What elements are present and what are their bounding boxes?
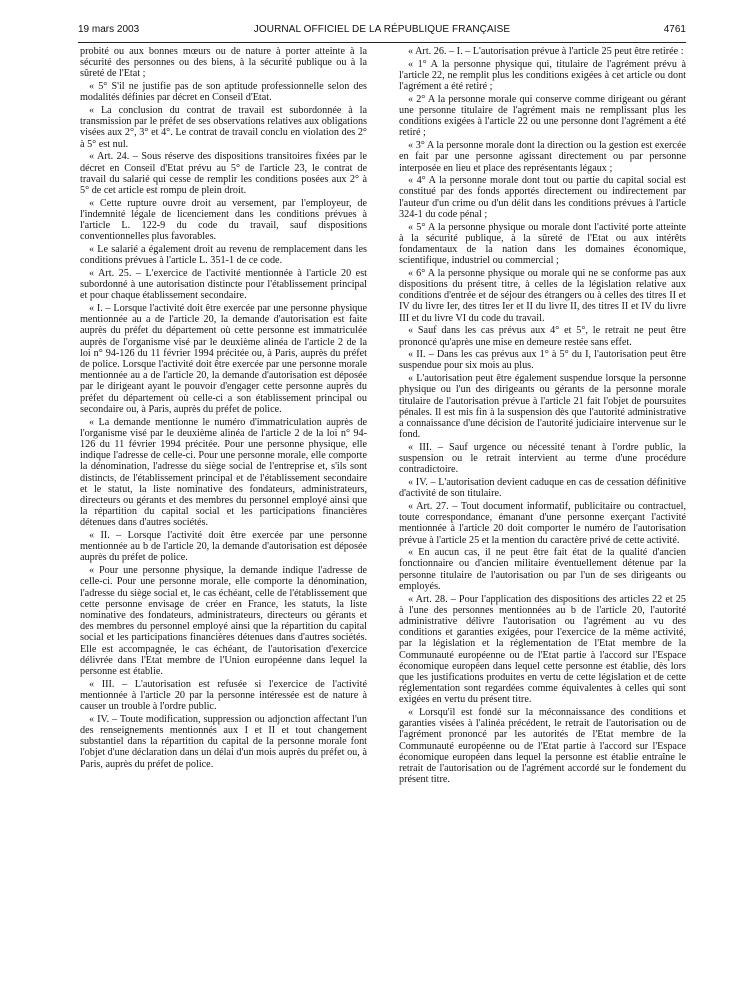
header-title: JOURNAL OFFICIEL DE LA RÉPUBLIQUE FRANÇAISE [253,24,511,35]
paragraph: « Cette rupture ouvre droit au versement, par l'employeur, de l'indemnité légale de licenciement dans les conditions prévues à l'article L. 122-9 du code du travail, sauf dispositions conventionnelles plus favorables. [80,197,367,243]
paragraph: « 5° A la personne physique ou morale dont l'activité porte atteinte à la sécurité publique, à la sûreté de l'Etat ou aux intérêts fondamentaux de la nation dans les domaines économique, scientifique, industriel ou commercial ; [399,221,686,267]
paragraph: « En aucun cas, il ne peut être fait état de la qualité d'ancien fonctionnaire ou d'ancien militaire éventuellement détenue par la personne titulaire de l'autorisation ou par l'un de ses dirigeants ou employés. [399,547,686,592]
paragraph: « La demande mentionne le numéro d'immatriculation auprès de l'organisme visé par le deuxième alinéa de l'article 2 de la loi n° 94-126 du 11 février 1994 précitée. Pour une personne physique, elle indique l'adresse de celle-ci. Pour une personne morale, elle comporte la dénomination, l'adresse du siège social de l'entreprise et, s'ils sont distincts, de l'établissement principal et de l'établissement secondaire et le statut, la liste nominative des fondateurs, administrateurs, directeurs ou gérants et des membres du personnel employé ainsi que la répartition du capital social et les participations financières détenues dans d'autres sociétés. [80,416,367,529]
paragraph: « Art. 28. – Pour l'application des dispositions des articles 22 et 25 à l'une des personnes mentionnées au b de l'article 20, l'autorité administrative délivre l'autorisation ou l'agrément au vu des conditions et garanties exigées, pour l'exercice de la même activité, par la législation et la réglementation de l'Etat membre de la Communauté européenne ou de l'Etat partie à l'accord sur l'Espace économique européen dans lequel cette personne est établie, dès lors que les justifications produites en vertu de cette législation et de cette réglementation sont regardées comme équivalentes à celles qui sont exigées en vertu du présent titre. [399,593,686,706]
paragraph: « 5° S'il ne justifie pas de son aptitude professionnelle selon des modalités définies par décret en Conseil d'Etat. [80,81,367,104]
paragraph: « La conclusion du contrat de travail est subordonnée à la transmission par le préfet de ses observations relatives aux obligations visées aux 2°, 3° et 4°. Le contrat de travail conclu en violation des 2° à 5° est nul. [80,105,367,150]
paragraph: « L'autorisation peut être également suspendue lorsque la personne physique ou l'un des dirigeants ou gérants de la personne morale titulaire de l'autorisation prévue à l'article 21 fait l'objet de poursuites pénales. Il est mis fin à la suspension dès que l'autorité administrative a connaissance d'une décision de l'autorité judiciaire intervenue sur le fond. [399,373,686,441]
paragraph: « 1° A la personne physique qui, titulaire de l'agrément prévu à l'article 22, ne remplit plus les conditions exigées à cet article ou dont l'agrément a été retiré ; [399,58,686,93]
paragraph: « Art. 27. – Tout document informatif, publicitaire ou contractuel, toute correspondance, émanant d'une personne exerçant l'activité mentionnée à l'article 20 doit comporter le numéro de l'autorisation prévue à l'article 25 et la mention du caractère privé de cette activité. [399,500,686,546]
paragraph: « Pour une personne physique, la demande indique l'adresse de celle-ci. Pour une personne morale, elle comporte la dénomination, l'adresse du siège social et, le cas échéant, celle de l'établissement que cette personne envisage de créer en France, les statuts, la liste nominative des fondateurs, administrateurs, directeurs ou gérants et des membres du personnel employé ainsi que la répartition du capital social et les participations financières détenues dans d'autres sociétés. Elle est accompagnée, le cas échéant, de l'autorisation d'exercice délivrée dans l'Etat membre de l'Union européenne dans lequel la personne est établie. [80,565,367,677]
paragraph: « IV. – Toute modification, suppression ou adjonction affectant l'un des renseignements mentionnés aux I et II et tout changement substantiel dans la répartition du capital de la personne morale font l'objet d'une déclaration dans un délai d'un mois auprès du préfet ou, à Paris, auprès du préfet de police. [80,713,367,770]
paragraph: « II. – Lorsque l'activité doit être exercée par une personne mentionnée au b de l'article 20, la demande d'autorisation est déposée auprès du préfet de police. [80,530,367,564]
header-page-number: 4761 [663,24,686,35]
header-date: 19 mars 2003 [78,24,140,35]
paragraph: « 2° A la personne morale qui conserve comme dirigeant ou gérant une personne titulaire de l'agrément mais ne remplissant plus les conditions exigées à l'article 22 ou une personne dont l'agrément a été retiré ; [399,93,686,139]
paragraph: « II. – Dans les cas prévus aux 1° à 5° du I, l'autorisation peut être suspendue pour six mois au plus. [399,349,686,372]
paragraph: « Art. 26. – I. – L'autorisation prévue à l'article 25 peut être retirée : [408,46,684,57]
paragraph: « Lorsqu'il est fondé sur la méconnaissance des conditions et garanties visées à l'alinéa précédent, le retrait de l'autorisation ou de l'agrément prononcé par les autorités de l'Etat membre de la Communauté européenne ou de l'Etat partie à l'accord sur l'Espace économique européen dans lequel la personne est établie entraîne le retrait de l'autorisation ou de l'agrément accordé sur le fondement du présent titre. [399,707,686,786]
paragraph: probité ou aux bonnes mœurs ou de nature à porter atteinte à la sécurité des personnes ou des biens, à la sécurité publique ou à la sûreté de l'Etat ; [80,46,367,80]
paragraph: « I. – Lorsque l'activité doit être exercée par une personne physique mentionnée au a de l'article 20, la demande d'autorisation est faite auprès du préfet du département où cette personne est immatriculée auprès de l'organisme visé par le deuxième alinéa de l'article 2 de la loi n° 94-126 du 11 février 1994 précitée ou, à Paris, auprès du préfet de police. Lorsque l'activité doit être exercée par une personne morale mentionnée au a de l'article 20, la demande d'autorisation est déposée par le dirigeant ayant le pouvoir d'engager cette personne auprès du préfet du département où celle-ci a son établissement principal ou secondaire ou, à Paris, auprès du préfet de police. [80,302,367,415]
paragraph: « Art. 25. – L'exercice de l'activité mentionnée à l'article 20 est subordonné à une autorisation distincte pour l'établissement principal et pour chaque établissement secondaire. [80,267,367,302]
paragraph: « Sauf dans les cas prévus aux 4° et 5°, le retrait ne peut être prononcé qu'après une mise en demeure restée sans effet. [399,325,686,348]
page-header [78,24,686,40]
paragraph: « IV. – L'autorisation devient caduque en cas de cessation définitive d'activité de son titulaire. [399,477,686,500]
paragraph: « Art. 24. – Sous réserve des dispositions transitoires fixées par le décret en Conseil d'Etat prévu au 5° de l'article 23, le contrat de travail du salarié qui cesse de remplir les conditions posées aux 2° à 5° de cet article est rompu de plein droit. [80,151,367,196]
paragraph: « 3° A la personne morale dont la direction ou la gestion est exercée en fait par une personne agissant directement ou par personne interposée en lieu et place des représentants légaux ; [399,140,686,174]
paragraph: « 6° A la personne physique ou morale qui ne se conforme pas aux dispositions du présent titre, à celles de la législation relative aux conditions d'entrée et de séjour des étrangers ou à celles des titres II et IV du livre Ier, des titres Ier et II du livre II, des titres II et IV du livre III et du livre VI du code du travail. [399,267,686,324]
paragraph: « Le salarié a également droit au revenu de remplacement dans les conditions prévues à l'article L. 351-1 de ce code. [80,243,367,267]
left-column [80,46,367,976]
paragraph: « 4° A la personne morale dont tout ou partie du capital social est constitué par des fonds apportés directement ou indirectement par l'auteur d'un crime ou d'un délit dans les conditions prévues à l'article 324-1 du code pénal ; [399,175,686,220]
header-rule [78,42,686,43]
paragraph: « III. – Sauf urgence ou nécessité tenant à l'ordre public, la suspension ou le retrait intervient au terme d'une procédure contradictoire. [399,441,686,476]
right-column [399,46,686,976]
paragraph: « III. – L'autorisation est refusée si l'exercice de l'activité mentionnée à l'article 20 par la personne intéressée est de nature à causer un trouble à l'ordre public. [80,678,367,713]
